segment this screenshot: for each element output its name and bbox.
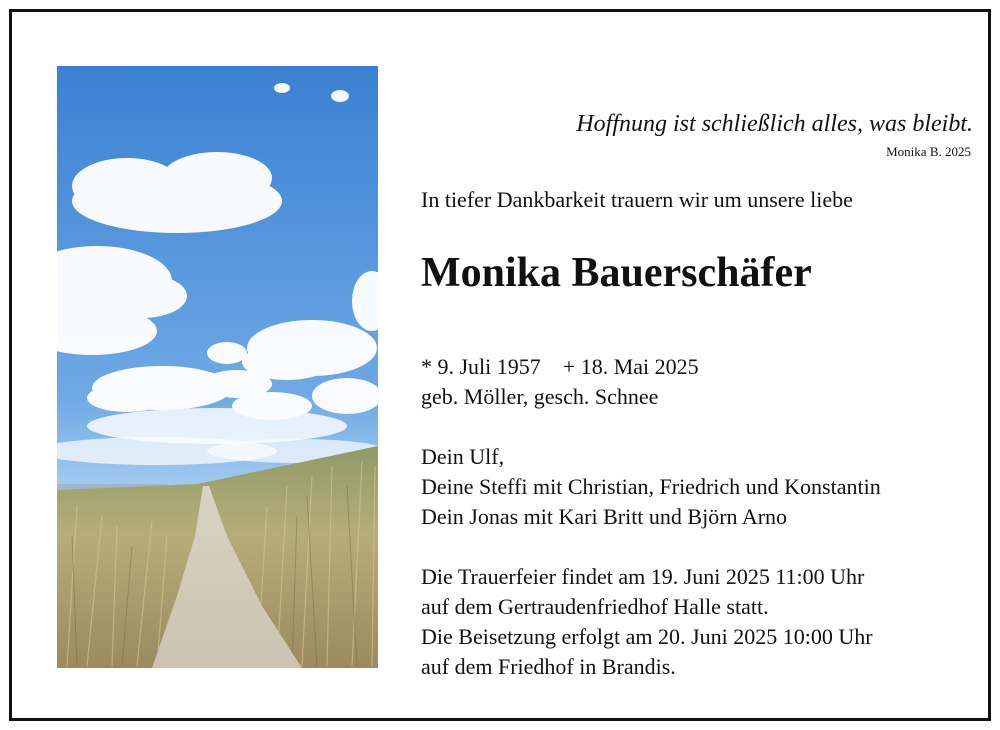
ceremony-line: auf dem Gertraudenfriedhof Halle statt. <box>421 594 769 619</box>
beach-path-photo <box>57 66 378 668</box>
ceremony-line: Die Beisetzung erfolgt am 20. Juni 2025 10:00 Uhr <box>421 624 873 649</box>
dates-line <box>421 352 699 382</box>
ceremony-line: auf dem Friedhof in Brandis. <box>421 654 676 679</box>
mourner-line: Dein Ulf, <box>421 444 505 469</box>
life-dates <box>421 352 699 412</box>
beach-path-illustration <box>57 66 378 668</box>
intro-text: In tiefer Dankbarkeit trauern wir um unsere liebe <box>421 187 853 212</box>
death-date: + 18. Mai 2025 <box>562 354 699 379</box>
birth-date: * 9. Juli 1957 <box>421 354 541 379</box>
quote-text: Hoffnung ist schließlich alles, was bleibt. <box>576 111 973 137</box>
mourner-line: Deine Steffi mit Christian, Friedrich und Konstantin <box>421 474 881 499</box>
deceased-name: Monika Bauerschäfer <box>421 250 812 296</box>
ceremony-line: Die Trauerfeier findet am 19. Juni 2025 11:00 Uhr <box>421 564 865 589</box>
quote-author: Monika B. 2025 <box>886 144 971 159</box>
mourner-line: Dein Jonas mit Kari Britt und Björn Arno <box>421 504 788 529</box>
maiden-name: geb. Möller, gesch. Schnee <box>421 384 659 409</box>
mourners-list <box>421 442 881 532</box>
ceremony-info <box>421 562 873 682</box>
